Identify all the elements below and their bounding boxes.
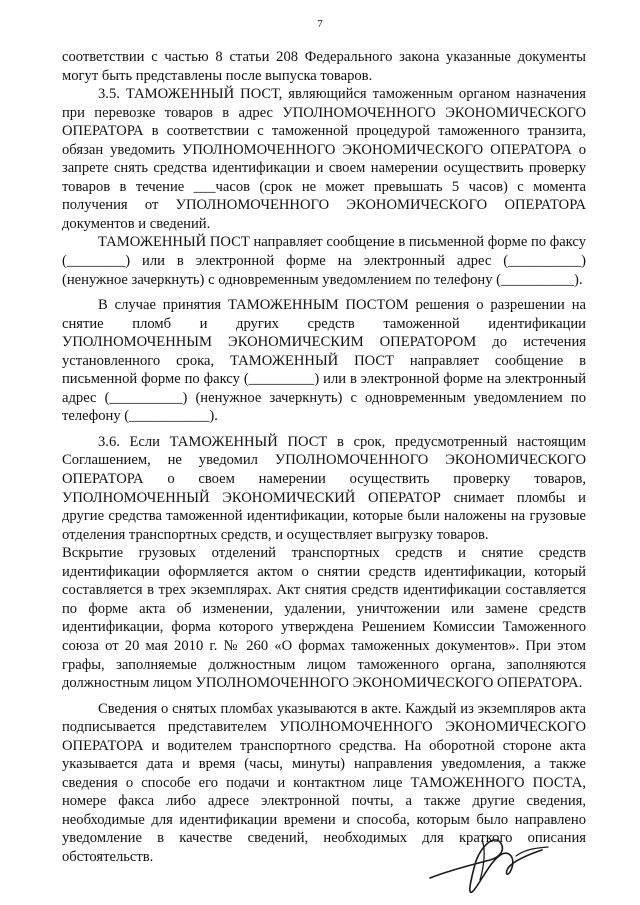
document-body — [62, 48, 586, 867]
paragraph-3-5: 3.5. ТАМОЖЕННЫЙ ПОСТ, являющийся таможенным органом назначения при перевозке товаров в адрес УПОЛНОМОЧЕННОГО ЭКОНОМИЧЕСКОГО ОПЕРАТОРА в соответствии с таможенной процедурой таможенного транзита, обязан уведомить УПОЛНОМОЧЕННОГО ЭКОНОМИЧЕСКОГО ОПЕРАТОРА о запрете снять средства идентификации и своем намерении осуществить проверку товаров в течение ___часов (срок не может превышать 5 часов) с момента получения от УПОЛНОМОЧЕННОГО ЭКОНОМИЧЕСКОГО ОПЕРАТОРА документов и сведений. — [62, 86, 586, 232]
handwritten-signature — [420, 820, 560, 900]
paragraph: ТАМОЖЕННЫЙ ПОСТ направляет сообщение в письменной форме по факсу (________) или в электронной форме на электронный адрес (__________) (ненужное зачеркнуть) с одновременным уведомлением по телефону (__________). — [62, 234, 586, 288]
paragraph: соответствии с частью 8 статьи 208 Федерального закона указанные документы могут быть представлены после выпуска товаров. — [62, 49, 586, 84]
paragraph: Вскрытие грузовых отделений транспортных средств и снятие средств идентификации оформляется актом о снятии средств идентификации, который составляется в трех экземплярах. Акт снятия средств идентификации составляется по форме акта об изменении, удалении, уничтожении или замене средств идентификации, форма которого утверждена Решением Комиссии Таможенного союза от 20 мая 2010 г. № 260 «О формах таможенных документов». При этом графы, заполняемые должностным лицом таможенного органа, заполняются должностным лицом УПОЛНОМОЧЕННОГО ЭКОНОМИЧЕСКОГО ОПЕРАТОРА. — [62, 545, 586, 692]
paragraph-3-6: 3.6. Если ТАМОЖЕННЫЙ ПОСТ в срок, предусмотренный настоящим Соглашением, не уведомил УПОЛНОМОЧЕННОГО ЭКОНОМИЧЕСКОГО ОПЕРАТОРА о своем намерении осуществить проверку товаров, УПОЛНОМОЧЕННЫЙ ЭКОНОМИЧЕСКИЙ ОПЕРАТОР снимает пломбы и другие средства таможенной идентификации, которые были наложены на грузовые отделения транспортных средств, и осуществляет выгрузку товаров. — [62, 433, 586, 543]
page-number: 7 — [317, 18, 323, 30]
paragraph: Сведения о снятых пломбах указываются в акте. Каждый из экземпляров акта подписывается представителем УПОЛНОМОЧЕННОГО ЭКОНОМИЧЕСКОГО ОПЕРАТОРА и водителем транспортного средства. На оборотной стороне акта указывается дата и время (часы, минуты) направления уведомления, а также сведения о способе его подачи и контактном лице ТАМОЖЕННОГО ПОСТА, номере факса либо адресе электронной почты, а также другие сведения, необходимые для идентификации времени и способа, которым было направлено уведомление в качестве сведений, необходимых для краткого описания обстоятельств. — [62, 700, 586, 865]
paragraph: В случае принятия ТАМОЖЕННЫМ ПОСТОМ решения о разрешении на снятие пломб и других средств таможенной идентификации УПОЛНОМОЧЕННЫМ ЭКОНОМИЧЕСКИМ ОПЕРАТОРОМ до истечения установленного срока, ТАМОЖЕННЫЙ ПОСТ направляет сообщение в письменной форме по факсу (_________) или в электронной форме на электронный адрес (__________) (ненужное зачеркнуть) с одновременным уведомлением по телефону (___________). — [62, 297, 586, 425]
